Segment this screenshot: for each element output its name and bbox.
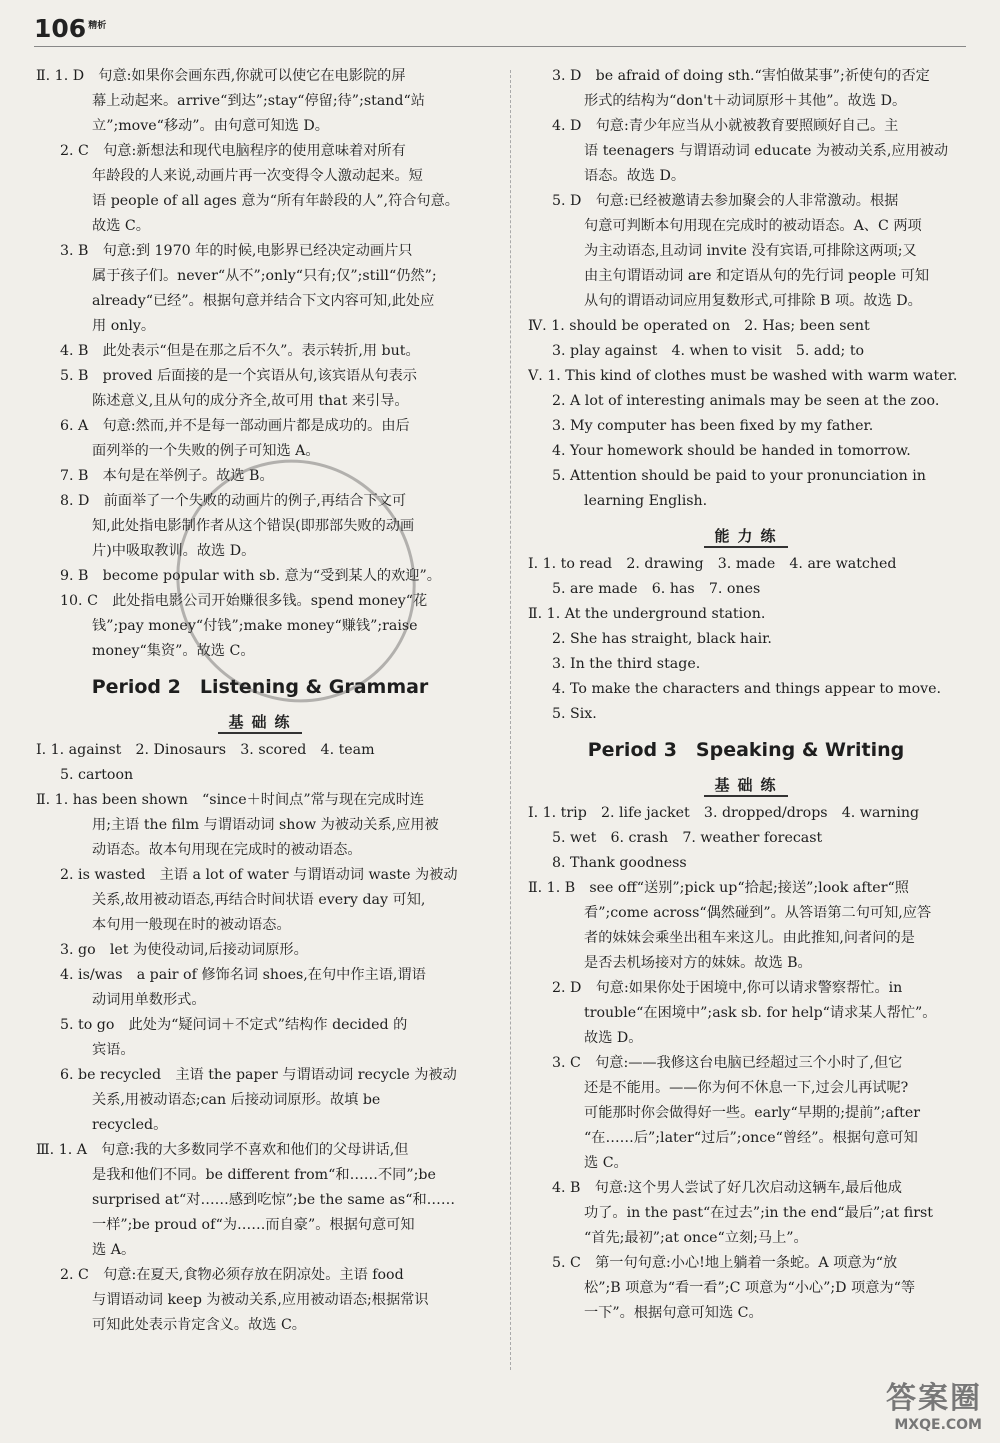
answer-line: 2. C 句意:在夏天,食物必须存放在阴凉处。主语 food <box>60 1267 404 1283</box>
answer-line: 9. B become popular with sb. 意为“受到某人的欢迎”。 <box>60 568 441 584</box>
answer-line: 5. are made 6. has 7. ones <box>552 581 761 597</box>
answer-line: 5. cartoon <box>60 767 134 783</box>
answer-line: 语 teenagers 与谓语动词 educate 为被动关系,应用被动 <box>584 143 949 159</box>
answer-line: 属于孩子们。never“从不”;only“只有;仅”;still“仍然”; <box>92 268 437 284</box>
answer-line: 是我和他们不同。be different from“和……不同”;be <box>92 1167 436 1183</box>
top-rule <box>34 46 966 47</box>
answer-line: 3. play against 4. when to visit 5. add; to <box>552 343 865 359</box>
answer-line: 形式的结构为“don't＋动词原形＋其他”。故选 D。 <box>584 93 907 109</box>
answer-line: Ⅳ. 1. should be operated on 2. Has; been sent <box>528 318 870 334</box>
answer-line: Ⅱ. 1. has been shown “since＋时间点”常与现在完成时连 <box>36 792 425 808</box>
period-2-subtitle-text: 基础练 <box>218 713 301 734</box>
answer-line: 陈述意义,且从句的成分齐全,故可用 that 来引导。 <box>92 393 409 409</box>
answer-line: 可知此处表示肯定含义。故选 C。 <box>92 1317 306 1333</box>
answer-line: 2. A lot of interesting animals may be seen at the zoo. <box>552 393 940 409</box>
answer-line: 7. B 本句是在举例子。故选 B。 <box>60 468 274 484</box>
answer-line: Ⅱ. 1. At the underground station. <box>528 606 766 622</box>
right-answers-3 <box>528 801 964 1326</box>
answer-line: 5. wet 6. crash 7. weather forecast <box>552 830 823 846</box>
answer-line: 5. Six. <box>552 706 597 722</box>
answer-line: 动词用单数形式。 <box>92 992 206 1008</box>
answer-line: 5. to go 此处为“疑问词＋不定式”结构作 decided 的 <box>60 1017 408 1033</box>
answer-line: 幕上动起来。arrive“到达”;stay“停留;待”;stand“站 <box>92 93 425 109</box>
answer-line: 3. go let 为使役动词,后接动词原形。 <box>60 942 308 958</box>
answer-line: 选 C。 <box>584 1155 628 1171</box>
answer-line: 年龄段的人来说,动画片再一次变得令人激动起来。短 <box>92 168 423 184</box>
answer-line: 3. C 句意:——我修这台电脑已经超过三个小时了,但它 <box>552 1055 903 1071</box>
answer-line: 还是不能用。——你为何不休息一下,过会儿再试呢? <box>584 1080 909 1096</box>
right-answers-1 <box>528 64 964 514</box>
column-divider <box>510 70 511 1370</box>
answer-line: 5. D 句意:已经被邀请去参加聚会的人非常激动。根据 <box>552 193 899 209</box>
answer-line: 钱”;pay money“付钱”;make money“赚钱”;raise <box>92 618 418 634</box>
answer-line: 语 people of all ages 意为“所有年龄段的人”,符合句意。 <box>92 193 459 209</box>
answer-line: 由主句谓语动词 are 和定语从句的先行词 people 可知 <box>584 268 930 284</box>
watermark-text: 答案圈 <box>886 1381 982 1416</box>
answer-line: 关系,用被动语态;can 后接动词原形。故填 be <box>92 1092 381 1108</box>
answer-line: 4. D 句意:青少年应当从小就被教育要照顾好自己。主 <box>552 118 899 134</box>
answer-line: 功了。in the past“在过去”;in the end“最后”;at first <box>584 1205 933 1221</box>
answer-line: “在……后”;later“过后”;once“曾经”。根据句意可知 <box>584 1130 918 1146</box>
period-2-subtitle <box>36 708 484 736</box>
left-answers-2 <box>36 738 484 1338</box>
answer-line: recycled。 <box>92 1117 168 1133</box>
answer-line: 10. C 此处指电影公司开始赚很多钱。spend money“花 <box>60 593 428 609</box>
answer-line: 用 only。 <box>92 318 156 334</box>
page-number-sub: 精析 <box>88 20 107 31</box>
answer-line: 5. B proved 后面接的是一个宾语从句,该宾语从句表示 <box>60 368 417 384</box>
period-2-title: Period 2 Listening & Grammar <box>91 676 429 698</box>
ability-title <box>528 522 964 550</box>
answer-line: 2. is wasted 主语 a lot of water 与谓语动词 waste 为被动 <box>60 867 458 883</box>
answer-line: Ⅴ. 1. This kind of clothes must be washed with warm water. <box>528 368 958 384</box>
answer-line: 宾语。 <box>92 1042 135 1058</box>
answer-line: 2. She has straight, black hair. <box>552 631 772 647</box>
period-3-subtitle <box>528 771 964 799</box>
answer-line: 一下”。根据句意可知选 C。 <box>584 1305 763 1321</box>
answer-line: already“已经”。根据句意并结合下文内容可知,此处应 <box>92 293 435 309</box>
answer-line: 故选 C。 <box>92 218 150 234</box>
answer-line: 2. D 句意:如果你处于困境中,你可以请求警察帮忙。in <box>552 980 903 996</box>
left-column <box>36 64 484 1338</box>
answer-line: 3. My computer has been fixed by my father. <box>552 418 874 434</box>
answer-line: 3. In the third stage. <box>552 656 701 672</box>
answer-line: surprised at“对……感到吃惊”;be the same as“和…… <box>92 1192 456 1208</box>
answer-line: 看”;come across“偶然碰到”。从答语第二句可知,应答 <box>584 905 932 921</box>
page-number: 106 $^{精析}$ <box>34 14 107 43</box>
answer-line: 8. D 前面举了一个失败的动画片的例子,再结合下文可 <box>60 493 407 509</box>
answer-line: 知,此处指电影制作者从这个错误(即那部失败的动画 <box>92 518 415 534</box>
answer-line: 6. be recycled 主语 the paper 与谓语动词 recycle 为被动 <box>60 1067 457 1083</box>
right-answers-2 <box>528 552 964 727</box>
answer-line: 5. Attention should be paid to your pronunciation in <box>552 468 926 484</box>
answer-line: 一样”;be proud of“为……而自豪”。根据句意可知 <box>92 1217 415 1233</box>
answer-line: 4. B 此处表示“但是在那之后不久”。表示转折,用 but。 <box>60 343 420 359</box>
watermark-logo <box>886 1373 982 1433</box>
answer-line: 8. Thank goodness <box>552 855 687 871</box>
answer-line: 立”;move“移动”。由句意可知选 D。 <box>92 118 329 134</box>
answer-line: 松”;B 项意为“看一看”;C 项意为“小心”;D 项意为“等 <box>584 1280 916 1296</box>
answer-line: Ⅰ. 1. against 2. Dinosaurs 3. scored 4. team <box>36 742 375 758</box>
answer-line: 3. B 句意:到 1970 年的时候,电影界已经决定动画片只 <box>60 243 413 259</box>
answer-line: 2. C 句意:新想法和现代电脑程序的使用意味着对所有 <box>60 143 406 159</box>
answer-line: Ⅱ. 1. D 句意:如果你会画东西,你就可以使它在电影院的屏 <box>36 68 406 84</box>
answer-line: 4. Your homework should be handed in tomorrow. <box>552 443 911 459</box>
answer-line: 选 A。 <box>92 1242 136 1258</box>
answer-line: Ⅲ. 1. A 句意:我的大多数同学不喜欢和他们的父母讲话,但 <box>36 1142 409 1158</box>
watermark-url: MXQE.COM <box>894 1417 982 1433</box>
answer-line: 本句用一般现在时的被动语态。 <box>92 917 291 933</box>
answer-line: 者的妹妹会乘坐出租车来这儿。由此推知,问者问的是 <box>584 930 915 946</box>
period-3-title: Period 3 Speaking & Writing <box>587 739 905 761</box>
answer-line: 动语态。故本句用现在完成时的被动语态。 <box>92 842 362 858</box>
answer-line: 3. D be afraid of doing sth.“害怕做某事”;祈使句的否定 <box>552 68 930 84</box>
ability-title-text: 能力练 <box>704 527 787 548</box>
answer-line: 片)中吸取教训。故选 D。 <box>92 543 256 559</box>
answer-line: 可能那时你会做得好一些。early“早期的;提前”;after <box>584 1105 921 1121</box>
answer-line: 为主动语态,且动词 invite 没有宾语,可排除这两项;又 <box>584 243 917 259</box>
answer-line: 4. To make the characters and things appear to move. <box>552 681 942 697</box>
answer-line: 5. C 第一句句意:小心!地上躺着一条蛇。A 项意为“放 <box>552 1255 898 1271</box>
answer-line: learning English. <box>584 493 708 509</box>
answer-line: 关系,故用被动语态,再结合时间状语 every day 可知, <box>92 892 426 908</box>
right-column <box>528 64 964 1326</box>
period-3-subtitle-text: 基础练 <box>704 776 787 797</box>
answer-line: 语态。故选 D。 <box>584 168 686 184</box>
answer-line: “首先;最初”;at once“立刻;马上”。 <box>584 1230 808 1246</box>
answer-line: Ⅰ. 1. to read 2. drawing 3. made 4. are watched <box>528 556 897 572</box>
answer-line: 句意可判断本句用现在完成时的被动语态。A、C 两项 <box>584 218 922 234</box>
answer-line: 与谓语动词 keep 为被动关系,应用被动语态;根据常识 <box>92 1292 429 1308</box>
answer-line: trouble“在困境中”;ask sb. for help“请求某人帮忙”。 <box>584 1005 937 1021</box>
answer-line: Ⅱ. 1. B see off“送别”;pick up“拾起;接送”;look after“照 <box>528 880 909 896</box>
answer-line: 4. B 句意:这个男人尝试了好几次启动这辆车,最后他成 <box>552 1180 902 1196</box>
answer-line: Ⅰ. 1. trip 2. life jacket 3. dropped/drops 4. warning <box>528 805 920 821</box>
answer-line: 6. A 句意:然而,并不是每一部动画片都是成功的。由后 <box>60 418 410 434</box>
answer-line: money“集资”。故选 C。 <box>92 643 255 659</box>
answer-line: 故选 D。 <box>584 1030 643 1046</box>
answer-line: 用;主语 the film 与谓语动词 show 为被动关系,应用被 <box>92 817 439 833</box>
answer-line: 4. is/was a pair of 修饰名词 shoes,在句中作主语,谓语 <box>60 967 426 983</box>
answer-line: 从句的谓语动词应用复数形式,可排除 B 项。故选 D。 <box>584 293 922 309</box>
answer-line: 面列举的一个失败的例子可知选 A。 <box>92 443 320 459</box>
answer-line: 是否去机场接对方的妹妹。故选 B。 <box>584 955 812 971</box>
